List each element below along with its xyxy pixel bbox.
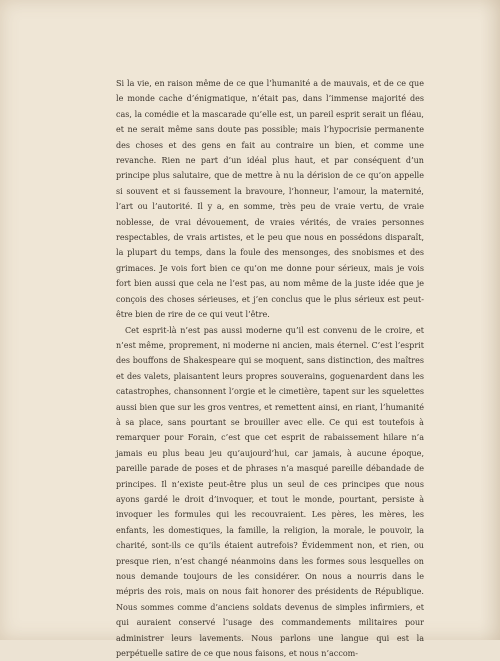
paragraph-2: Cet esprit-là n’est pas aussi moderne qu’il est convenu de le croire, et n’est même, proprement, ni moderne ni ancien, mais éternel. C’est l’esprit des bouffons de Shakespeare qui se moquent, sans distinction, des maîtres et des valets, plaisantent leurs propres souverains, goguenardent dans les catastrophes, chansonnent l’orgie et le cimetière, tapent sur les squelettes aussi bien que sur les gros ventres, et remettent ainsi, en riant, l’humanité à sa place, sans pourtant se brouiller avec elle. Ce qui est toutefois à remarquer pour Forain, c’est que cet esprit de rabaissement hilare n’a jamais eu plus beau jeu qu’aujourd’hui, car jamais, à aucune époque, pareille parade de poses et de phrases n’a masqué pareille débandade de principes. Il n’existe peut-être plus un seul de ces principes que nous ayons gardé le droit d’invoquer, et tout le monde, pourtant, persiste à invoquer les formules qui les recouvraient. Les pères, les mères, les enfants, les domestiques, la famille, la religion, la morale, le pouvoir, la charité, sont-ils ce qu’ils étaient autrefois? Évidemment non, et rien, ou presque rien, n’est changé néanmoins dans les formes sous lesquelles on nous demande toujours de les considérer. On nous a nourris dans le mépris des rois, mais on nous fait honorer des présidents de République. Nous sommes comme d’anciens soldats devenus de simples infirmiers, et qui auraient conservé l’usage des commandements militaires pour administrer leurs lavements. Nous parlons une langue qui est la perpétuelle satire de ce que nous faisons, et nous n’accom- (116, 323, 424, 661)
page-edge-shadow (480, 0, 500, 640)
paragraph-1: Si la vie, en raison même de ce que l’humanité a de mauvais, et de ce que le monde cache d’énigmatique, n’était pas, dans l’immense majorité des cas, la comédie et la mascarade qu’elle est, un pareil esprit serait un fléau, et ne serait même sans doute pas possible; mais l’hypocrisie permanente des choses et des gens en fait au contraire un bien, et comme une revanche. Rien ne part d’un idéal plus haut, et par conséquent d’un principe plus salutaire, que de mettre à nu la dérision de ce qu’on appelle si souvent et si faussement la bravoure, l’honneur, l’amour, la maternité, l’art ou l’autorité. Il y a, en somme, très peu de vraie vertu, de vraie noblesse, de vrai dévouement, de vraies vérités, de vraies personnes respectables, de vrais artistes, et le peu que nous en possédons disparaît, la plupart du temps, dans la foule des mensonges, des snobismes et des grimaces. Je vois fort bien ce qu’on me donne pour sérieux, mais je vois fort bien aussi que cela ne l’est pas, au nom même de la juste idée que je conçois des choses sérieuses, et j’en conclus que le plus sérieux est peut-être bien de rire de ce qui veut l’être. (116, 76, 424, 323)
body-text (116, 76, 424, 661)
